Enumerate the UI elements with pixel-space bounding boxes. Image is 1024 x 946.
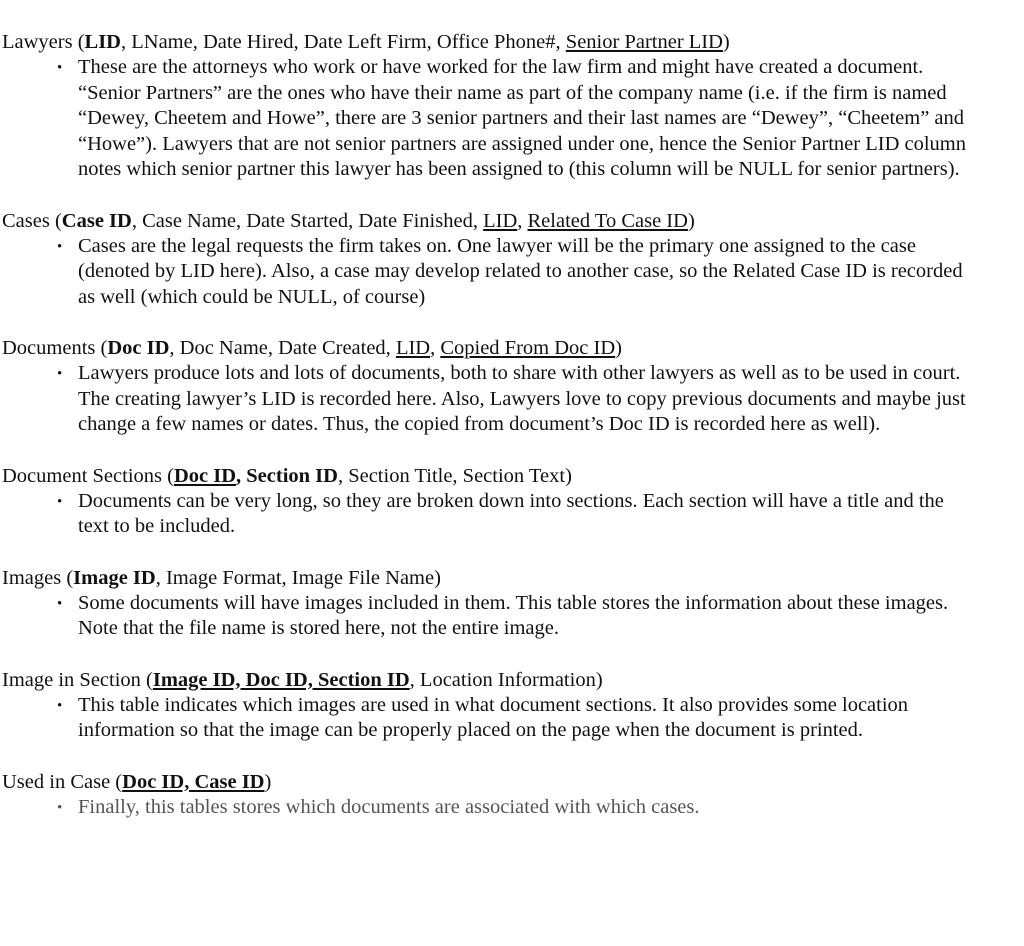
- table-description: This table indicates which images are used in what document sections. It also provides some location information so that the image can be properly placed on the page when the document is printed.: [78, 693, 909, 741]
- schema-text: , Location Information): [409, 668, 603, 691]
- description-list: [2, 361, 1024, 438]
- table-document-sections: [2, 464, 1024, 540]
- foreign-key-field: Senior Partner LID: [565, 31, 723, 53]
- list-item: [57, 591, 978, 642]
- description-list: [2, 489, 1024, 540]
- table-description: Cases are the legal requests the firm takes on. One lawyer will be the primary one assigned to the case (denoted by LID here). Also, a case may develop related to another case, so the Related Case ID is recorded as well (which could be NULL, of course): [78, 234, 963, 308]
- table-schema-lawyers: [2, 30, 1024, 55]
- primary-foreign-key-field: Doc ID, Case ID: [122, 770, 265, 793]
- table-schema-documents: [2, 336, 1024, 361]
- schema-text: Document Sections (: [2, 464, 174, 487]
- primary-key-field: Case ID: [61, 209, 132, 232]
- bullet-icon: •: [57, 60, 63, 76]
- primary-foreign-key-field: Doc ID: [173, 464, 237, 487]
- schema-text: Lawyers (: [2, 31, 85, 53]
- schema-text: Images (: [2, 566, 74, 589]
- bullet-icon: •: [57, 493, 63, 510]
- list-item: [57, 234, 978, 311]
- list-item: [57, 361, 978, 438]
- description-list: [2, 234, 1024, 311]
- table-images: [2, 566, 1024, 642]
- bullet-icon: •: [57, 595, 63, 612]
- schema-text: Documents (: [2, 337, 108, 359]
- bullet-icon: •: [57, 799, 63, 816]
- table-description: Documents can be very long, so they are broken down into sections. Each section will have a title and the text to be included.: [78, 489, 944, 537]
- schema-text: ,: [517, 209, 528, 232]
- table-image-in-section: [2, 668, 1024, 744]
- table-schema-document-sections: [2, 464, 1024, 489]
- schema-text: ): [722, 31, 730, 53]
- description-list: [2, 55, 1024, 183]
- table-description: Finally, this tables stores which documents are associated with which cases.: [78, 795, 700, 818]
- table-schema-cases: [2, 209, 1024, 234]
- table-description: Lawyers produce lots and lots of documents, both to share with other lawyers as well as to be used in court. The creating lawyer’s LID is recorded here. Also, Lawyers love to copy previous documents and maybe just change a few names or dates. Thus, the copied from document’s Doc ID is recorded here as well).: [78, 362, 966, 435]
- schema-text: Cases (: [2, 209, 62, 232]
- description-list: [2, 693, 1024, 744]
- list-item: [57, 55, 978, 183]
- list-item: [57, 795, 978, 821]
- table-description: Some documents will have images included in them. This table stores the information about these images. Note that the file name is stored here, not the entire image.: [78, 591, 949, 639]
- table-schema-image-in-section: [2, 668, 1024, 693]
- schema-text: ): [687, 209, 695, 232]
- table-cases: [2, 209, 1024, 311]
- schema-text: Image in Section (: [2, 668, 153, 691]
- list-item: [57, 693, 978, 744]
- schema-text: Used in Case (: [2, 770, 123, 793]
- primary-key-field: LID: [84, 31, 121, 53]
- table-documents: [2, 336, 1024, 438]
- description-list: [2, 795, 1024, 821]
- schema-text: ): [264, 770, 272, 793]
- schema-text: , Case Name, Date Started, Date Finished,: [131, 209, 484, 232]
- list-item: [57, 489, 978, 540]
- schema-text: ,: [430, 337, 441, 359]
- schema-text: , Doc Name, Date Created,: [169, 337, 396, 359]
- description-list: [2, 591, 1024, 642]
- primary-key-field: , Section ID: [236, 464, 338, 487]
- schema-text: ): [615, 337, 622, 359]
- schema-text: , Section Title, Section Text): [337, 464, 572, 487]
- table-used-in-case: [2, 770, 1024, 821]
- foreign-key-field: Copied From Doc ID: [440, 337, 616, 359]
- foreign-key-field: LID: [483, 209, 518, 232]
- table-schema-used-in-case: [2, 770, 1024, 795]
- table-lawyers: [2, 30, 1024, 183]
- primary-key-field: Image ID: [73, 566, 156, 589]
- schema-text: , Image Format, Image File Name): [155, 566, 441, 589]
- primary-foreign-key-field: Image ID, Doc ID, Section ID: [152, 668, 410, 691]
- foreign-key-field: Related To Case ID: [527, 209, 688, 232]
- primary-key-field: Doc ID: [107, 337, 170, 359]
- bullet-icon: •: [57, 238, 63, 255]
- bullet-icon: •: [57, 366, 63, 382]
- schema-text: , LName, Date Hired, Date Left Firm, Office Phone#,: [121, 31, 566, 53]
- bullet-icon: •: [57, 697, 63, 714]
- foreign-key-field: LID: [395, 337, 431, 359]
- table-description: These are the attorneys who work or have worked for the law firm and might have created a document. “Senior Partners” are the ones who have their name as part of the company name (i.e. if the firm is named “Dewey, Cheetem and Howe”, there are 3 senior partners and their last names are “Dewey”, “Cheetem” and “Howe”). Lawyers that are not senior partners are assigned under one, hence the Senior Partner LID column notes which senior partner this lawyer has been assigned to (this column will be NULL for senior partners).: [78, 56, 966, 180]
- table-schema-images: [2, 566, 1024, 591]
